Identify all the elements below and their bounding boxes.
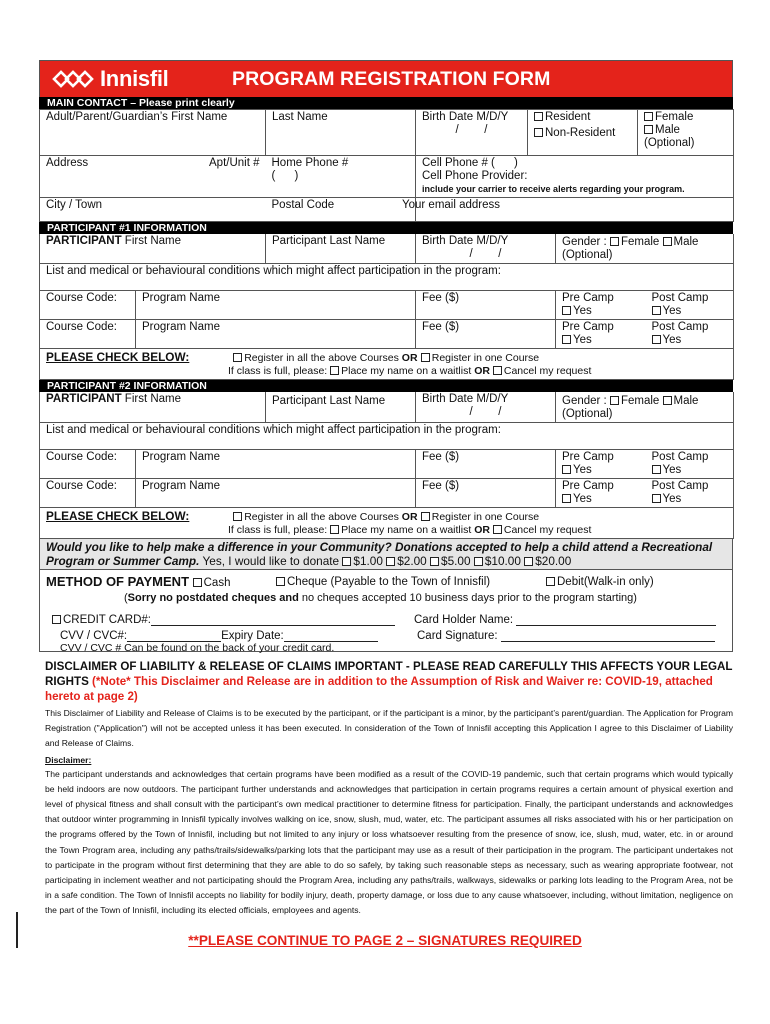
p2-check-below: [40, 508, 734, 539]
p2-first-name-rest: First Name: [121, 393, 182, 405]
donate-20-label: $20.00: [535, 554, 572, 568]
donate-2-checkbox[interactable]: [386, 557, 395, 566]
p2-first-name-bold: PARTICIPANT: [46, 393, 122, 405]
participant2-band: PARTICIPANT #2 INFORMATION: [39, 380, 733, 392]
innisfil-logo: [52, 65, 169, 93]
p1-post-camp-yes-checkbox[interactable]: [652, 306, 661, 315]
p2-pre-camp-label: Pre Camp: [562, 451, 614, 463]
apt-unit-label: Apt/Unit #: [209, 157, 260, 169]
p1-program-name-1[interactable]: [136, 291, 416, 320]
donate-2-label: $2.00: [397, 554, 427, 568]
p2-male-checkbox[interactable]: [663, 396, 672, 405]
p1-last-name-field[interactable]: [266, 234, 416, 264]
p1-program-name-label: Program Name: [142, 321, 220, 333]
p1-male-checkbox[interactable]: [663, 237, 672, 246]
cvv-note: CVV / CVC # Can be found on the back of your credit card.: [60, 642, 335, 654]
cash-label: Cash: [203, 577, 231, 589]
disclaimer-subheading: Disclaimer:: [45, 754, 92, 765]
p1-pre-camp-2: [556, 320, 646, 349]
p2-program-name-2[interactable]: [136, 479, 416, 508]
p2-program-name-label: Program Name: [142, 451, 220, 463]
disclaimer-intro: This Disclaimer of Liability and Release of Claims is to be executed by the participant, or if the participant is a minor, by the participant’s parent/guardian. The Application for Program Registration ("Application") will not be accepted unless it has been executed. In consideration of the Town of Innisfil accepting this Application I agree to this Disclaimer of Liability and Release of Claims.: [45, 708, 734, 749]
p1-course-code-1[interactable]: [40, 291, 136, 320]
p1-course-code-2[interactable]: [40, 320, 136, 349]
carrier-note: include your carrier to receive alerts regarding your program.: [422, 184, 685, 194]
p2-register-one-checkbox[interactable]: [421, 512, 430, 521]
p1-optional-label: (Optional): [562, 249, 613, 261]
card-signature-label: Card Signature:: [417, 630, 498, 642]
p1-pre-camp-yes-checkbox[interactable]: [562, 335, 571, 344]
postal-code-label: Postal Code: [271, 199, 335, 211]
card-holder-line[interactable]: [516, 614, 716, 626]
p1-yes-label: Yes: [573, 305, 592, 317]
p2-if-full-label: If class is full, please:: [228, 524, 331, 536]
p2-last-name-field[interactable]: [266, 392, 416, 423]
male-label: Male: [655, 124, 680, 136]
p2-pre-camp-2: [556, 479, 646, 508]
disclaimer-heading-main: DISCLAIMER OF LIABILITY & RELEASE OF CLAIMS IMPORTANT - PLEASE READ CAREFULLY THIS AFFECTS YOUR LEGAL RIGHTS: [45, 660, 733, 688]
p2-post-camp-label: Post Camp: [651, 480, 709, 492]
guardian-first-name-label: Adult/Parent/Guardian’s First Name: [46, 111, 228, 123]
p2-pre-camp-yes-checkbox[interactable]: [562, 494, 571, 503]
no-postdated-rest: no cheques accepted 10 business days prior to the program starting): [298, 592, 637, 604]
p1-register-all-label: Register in all the above Courses: [244, 352, 402, 364]
donate-10-checkbox[interactable]: [474, 557, 483, 566]
p2-male-label: Male: [673, 395, 699, 407]
p2-program-name-label: Program Name: [142, 480, 220, 492]
p1-medical-label: List and medical or behavioural conditions which might affect participation in the program:: [46, 265, 501, 277]
p1-course-code-label: Course Code:: [46, 292, 117, 304]
card-holder-label: Card Holder Name:: [414, 614, 514, 626]
p1-gender-options: [556, 234, 734, 264]
city-field[interactable]: [40, 198, 266, 222]
p2-check-below-label: PLEASE CHECK BELOW:: [46, 509, 190, 523]
donation-section: [39, 539, 733, 570]
p2-register-one-label: Register in one Course: [431, 511, 540, 523]
guardian-last-name-field[interactable]: [266, 110, 416, 156]
p1-if-full-label: If class is full, please:: [228, 365, 331, 377]
continue-notice: **PLEASE CONTINUE TO PAGE 2 – SIGNATURES REQUIRED: [188, 933, 582, 948]
p2-course-code-2[interactable]: [40, 479, 136, 508]
p2-pre-camp-yes-checkbox[interactable]: [562, 465, 571, 474]
p2-course-code-label: Course Code:: [46, 480, 117, 492]
p1-fee-1[interactable]: [416, 291, 556, 320]
expiry-line[interactable]: [284, 630, 378, 642]
participant1-band: PARTICIPANT #1 INFORMATION: [39, 222, 733, 234]
p1-post-camp-yes-checkbox[interactable]: [652, 335, 661, 344]
p1-check-below: [40, 349, 734, 380]
donate-10-label: $10.00: [484, 554, 521, 568]
p1-female-label: Female: [620, 236, 660, 248]
p2-optional-label: (Optional): [562, 408, 613, 420]
disclaimer-heading: [39, 659, 733, 704]
optional-label: (Optional): [644, 137, 695, 149]
p2-yes-label: Yes: [662, 464, 682, 476]
p1-yes-label: Yes: [573, 334, 592, 346]
p1-fee-2[interactable]: [416, 320, 556, 349]
p1-female-checkbox[interactable]: [610, 237, 619, 246]
home-phone-label: Home Phone #: [271, 157, 349, 169]
cheque-checkbox[interactable]: [276, 577, 285, 586]
p2-register-all-checkbox[interactable]: [233, 512, 242, 521]
cell-provider-label: Cell Phone Provider:: [422, 170, 528, 182]
p2-yes-label: Yes: [573, 464, 592, 476]
p2-female-checkbox[interactable]: [610, 396, 619, 405]
address-field[interactable]: [40, 156, 266, 198]
p1-fee-label: Fee ($): [422, 321, 460, 333]
p1-post-camp-2: [646, 320, 734, 349]
cash-checkbox[interactable]: [193, 578, 202, 587]
payment-title: METHOD OF PAYMENT: [46, 574, 193, 589]
p2-medical-field[interactable]: [40, 423, 734, 450]
p2-course-code-label: Course Code:: [46, 451, 117, 463]
p2-medical-label: List and medical or behavioural conditions which might affect participation in the program:: [46, 424, 501, 436]
p2-cancel-label: Cancel my request: [503, 524, 592, 536]
p1-or-label: OR: [474, 365, 490, 377]
payment-section: METHOD OF PAYMENT Cash Cheque (Payable to the Town of Innisfil) Debit(Walk-in only) (Sorry no postdated cheques and no cheques accepted 10 business days prior to the program starting) CREDIT CARD#: Card Holder Name: CVV / CVC#: Expiry Date: Card Signature: CVV / CVC # Can be found on the back of your credit card.: [39, 570, 733, 652]
resident-checkbox[interactable]: [534, 112, 543, 121]
p1-fee-label: Fee ($): [422, 292, 460, 304]
guardian-birth-date-field[interactable]: [416, 110, 528, 156]
p2-post-camp-yes-checkbox[interactable]: [652, 465, 661, 474]
email-label: Your email address: [402, 199, 501, 211]
p1-first-name-field[interactable]: [40, 234, 266, 264]
p2-post-camp-1: [646, 450, 734, 479]
p2-register-all-label: Register in all the above Courses: [244, 511, 402, 523]
p1-waitlist-checkbox[interactable]: [330, 366, 339, 375]
donate-1-label: $1.00: [353, 554, 383, 568]
main-contact-table: [39, 109, 734, 222]
p1-birth-date-field[interactable]: [416, 234, 556, 264]
form-title: PROGRAM REGISTRATION FORM: [232, 68, 551, 90]
p2-fee-label: Fee ($): [422, 451, 460, 463]
p1-male-label: Male: [673, 236, 699, 248]
home-phone-parens: ( ): [271, 170, 299, 182]
expiry-label: Expiry Date:: [221, 630, 284, 642]
p1-first-name-bold: PARTICIPANT: [46, 235, 122, 247]
residency-options: [528, 110, 638, 156]
p1-medical-field[interactable]: [40, 264, 734, 291]
donate-1-checkbox[interactable]: [342, 557, 351, 566]
donation-prompt: Yes, I would like to donate: [199, 554, 343, 568]
p2-post-camp-yes-checkbox[interactable]: [652, 494, 661, 503]
p2-yes-label: Yes: [573, 493, 592, 505]
postal-code-field[interactable]: [266, 198, 416, 222]
p1-waitlist-label: Place my name on a waitlist: [341, 365, 475, 377]
guardian-last-name-label: Last Name: [272, 111, 328, 123]
p1-pre-camp-label: Pre Camp: [562, 321, 614, 333]
p1-cancel-checkbox[interactable]: [493, 366, 502, 375]
p2-female-label: Female: [620, 395, 660, 407]
p1-register-all-checkbox[interactable]: [233, 353, 242, 362]
p1-yes-label: Yes: [662, 334, 682, 346]
resident-label: Resident: [545, 111, 591, 123]
address-label: Address: [46, 157, 89, 169]
donate-20-checkbox[interactable]: [524, 557, 533, 566]
cvv-line[interactable]: [127, 630, 221, 642]
female-checkbox[interactable]: [644, 112, 653, 121]
guardian-gender-options: [638, 110, 734, 156]
participant2-table: [39, 392, 734, 539]
p2-waitlist-label: Place my name on a waitlist: [341, 524, 475, 536]
debit-checkbox[interactable]: [546, 577, 555, 586]
p2-fee-2[interactable]: [416, 479, 556, 508]
p2-program-name-1[interactable]: [136, 450, 416, 479]
p2-yes-label: Yes: [662, 493, 682, 505]
non-resident-label: Non-Resident: [545, 127, 616, 139]
brand-name: Innisfil: [100, 66, 169, 91]
female-label: Female: [655, 111, 694, 123]
p2-post-camp-label: Post Camp: [651, 451, 709, 463]
innisfil-logo-mark: [52, 68, 96, 90]
p1-yes-label: Yes: [662, 305, 682, 317]
p2-fee-1[interactable]: [416, 450, 556, 479]
p2-pre-camp-label: Pre Camp: [562, 480, 614, 492]
male-checkbox[interactable]: [644, 125, 653, 134]
p2-or-label: OR: [401, 511, 418, 523]
cvv-label: CVV / CVC#:: [60, 630, 128, 642]
date-slashes: / /: [455, 124, 488, 136]
donate-5-label: $5.00: [441, 554, 471, 568]
cheque-label: Cheque (Payable to the Town of Innisfil): [287, 576, 491, 588]
p2-gender-label: Gender :: [562, 395, 610, 407]
birth-date-label: Birth Date M/D/Y: [422, 111, 509, 123]
p1-check-below-label: PLEASE CHECK BELOW:: [46, 350, 190, 364]
p2-pre-camp-1: [556, 450, 646, 479]
donation-question: Would you like to help make a difference in your Community? Donations accepted to help a child attend a Recreational Program or Summer Camp.: [46, 540, 713, 568]
p2-first-name-field[interactable]: [40, 392, 266, 423]
no-postdated-bold: Sorry no postdated cheques and: [127, 592, 299, 604]
city-label: City / Town: [46, 199, 103, 211]
p1-register-one-checkbox[interactable]: [421, 353, 430, 362]
p1-course-code-label: Course Code:: [46, 321, 117, 333]
participant1-table: [39, 234, 734, 380]
p1-cancel-label: Cancel my request: [503, 365, 592, 377]
p1-gender-label: Gender :: [562, 236, 610, 248]
p1-or-label: OR: [401, 352, 418, 364]
main-contact-band: MAIN CONTACT – Please print clearly: [39, 97, 733, 109]
credit-card-label: CREDIT CARD#:: [63, 614, 151, 626]
p1-program-name-label: Program Name: [142, 292, 220, 304]
guardian-first-name-field[interactable]: [40, 110, 266, 156]
p1-last-name-label: Participant Last Name: [272, 235, 386, 247]
p2-course-code-1[interactable]: [40, 450, 136, 479]
disclaimer-body: The participant understands and acknowledges that certain programs have been modified as a result of the COVID-19 pandemic, such that certain programs which would typically be held indoors are now outdoors. The participant further understands and acknowledges that participation in certain programs requires a certain amount of physical exertion and level of physical fitness and shall consult with the participant’s own medical practitioner to determine fitness for participation. Finally, the participant understands and acknowledges that outdoor winter programming in Innisfil typically involves walking on ice, snow, slush, mud, water, etc. The participant assumes all risks associated with his or her participation on the programs offered by the Town of Innisfil, including but not limited to any injury or loss whatsoever resulting from the presence of snow, ice, slush, mud, water, etc. in or around the Town Program area, including any paths/trails/sidewalks/parking lots that the participant may use as a result of their participation in the program. The participant undertakes not to participate in the program without first determining that they are able to do so safely, by taking such reasonable steps as necessary, such as wearing appropriate footwear, not participating in inclement weather and not participating should the Program Area, including any paths/trails, walkways, sidewalks or parking lots leading to the Program Area, not be in a safe condition. The Town of Innisfil accepts no liability for bodily injury, death, property damage, or loss due to any cause whatsoever, including, without limitation, negligence on the part of the Town of Innisfil, including its elected officials, employees and agents.: [45, 768, 733, 916]
p2-cancel-checkbox[interactable]: [493, 525, 502, 534]
p1-register-one-label: Register in one Course: [431, 352, 540, 364]
form-header: [39, 60, 733, 97]
p1-pre-camp-yes-checkbox[interactable]: [562, 306, 571, 315]
p2-waitlist-checkbox[interactable]: [330, 525, 339, 534]
registration-form: [39, 60, 733, 919]
disclaimer-heading-note: (*Note* This Disclaimer and Release are in addition to the Assumption of Risk and Waiver re: COVID-19, attached hereto at page 2): [45, 675, 713, 703]
home-phone-field[interactable]: [266, 156, 416, 198]
p2-gender-options: [556, 392, 734, 423]
card-signature-line[interactable]: [501, 630, 715, 642]
cell-phone-field[interactable]: [416, 156, 734, 198]
p1-program-name-2[interactable]: [136, 320, 416, 349]
credit-card-number-line[interactable]: [151, 614, 395, 626]
p2-birth-date-label: Birth Date M/D/Y: [422, 393, 509, 405]
p2-last-name-label: Participant Last Name: [272, 395, 386, 407]
email-field[interactable]: [402, 198, 734, 222]
debit-label: Debit(Walk-in only): [557, 576, 654, 588]
p2-birth-date-field[interactable]: [416, 392, 556, 423]
p1-birth-date-label: Birth Date M/D/Y: [422, 235, 509, 247]
p2-post-camp-2: [646, 479, 734, 508]
p1-pre-camp-label: Pre Camp: [562, 292, 614, 304]
cell-phone-label: Cell Phone # ( ): [422, 157, 518, 169]
p1-date-slashes: / /: [469, 248, 502, 260]
p1-pre-camp-1: [556, 291, 646, 320]
p2-date-slashes: / /: [469, 406, 502, 418]
p1-first-name-rest: First Name: [121, 235, 182, 247]
p1-post-camp-1: [646, 291, 734, 320]
p2-fee-label: Fee ($): [422, 480, 460, 492]
p2-or-label: OR: [474, 524, 490, 536]
credit-card-checkbox[interactable]: [52, 615, 61, 624]
donate-5-checkbox[interactable]: [430, 557, 439, 566]
p1-post-camp-label: Post Camp: [651, 292, 709, 304]
non-resident-checkbox[interactable]: [534, 128, 543, 137]
p1-post-camp-label: Post Camp: [651, 321, 709, 333]
